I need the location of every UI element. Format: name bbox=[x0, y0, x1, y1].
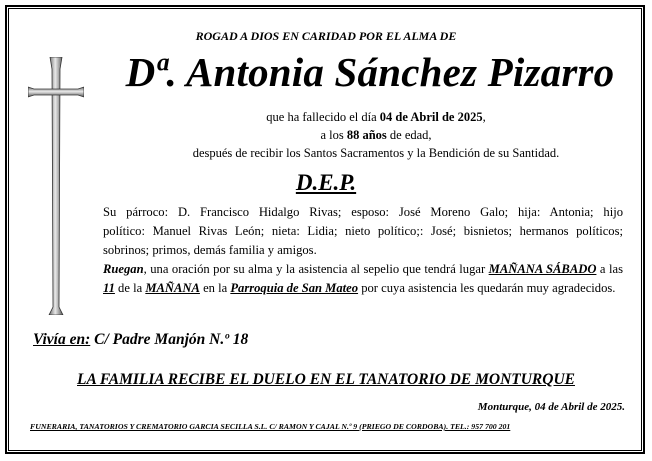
residence-line bbox=[33, 331, 248, 349]
request-text-5: por cuya asistencia les quedarán muy agradecidos. bbox=[358, 281, 616, 295]
family-line-1: Su párroco: D. Francisco Hidalgo Rivas; esposo: José Moreno Galo; hija: Antonia; hijo bbox=[103, 205, 623, 219]
deceased-name: Dª. Antonia Sánchez Pizarro bbox=[125, 49, 615, 95]
ruegan-word: Ruegan bbox=[103, 262, 144, 276]
age-line bbox=[100, 128, 652, 143]
age-years: 88 años bbox=[346, 128, 387, 142]
death-suffix: , bbox=[482, 110, 486, 124]
age-suffix: de edad, bbox=[386, 128, 432, 142]
burial-day: MAÑANA SÁBADO bbox=[488, 262, 597, 276]
family-line-3: sobrinos; primos, demás familia y amigos. bbox=[103, 243, 317, 257]
wake-notice: LA FAMILIA RECIBE EL DUELO EN EL TANATORIO DE MONTURQUE bbox=[77, 371, 575, 388]
funeral-home-footer bbox=[30, 422, 510, 431]
request-text-4: en la bbox=[199, 281, 231, 295]
burial-hour: 11 bbox=[103, 281, 115, 295]
request-text-2: a las bbox=[596, 262, 623, 276]
death-prefix: que ha fallecido el día bbox=[266, 110, 380, 124]
funeral-home-text: FUNERARIA, TANATORIOS Y CREMATORIO GARCIA SECILLA S.L. C/ RAMON Y CAJAL N.º 9 (PRIEGO DE CORDOBA). TEL.: 957 700 201 bbox=[30, 422, 511, 431]
death-line bbox=[100, 110, 652, 125]
place-date: Monturque, 04 de Abril de 2025. bbox=[477, 401, 625, 413]
burial-place: Parroquia de San Mateo bbox=[230, 281, 359, 295]
request-paragraph bbox=[103, 260, 623, 298]
header-text: ROGAD A DIOS EN CARIDAD POR EL ALMA DE bbox=[195, 29, 457, 43]
sacraments-line: después de recibir los Santos Sacramentos y la Bendición de su Santidad. bbox=[192, 146, 560, 160]
burial-period: MAÑANA bbox=[145, 281, 200, 295]
family-paragraph bbox=[103, 203, 623, 260]
death-date: 04 de Abril de 2025 bbox=[379, 110, 483, 124]
request-text-1: , una oración por su alma y la asistencia al sepelio que tendrá lugar bbox=[143, 262, 489, 276]
age-prefix: a los bbox=[320, 128, 347, 142]
residence-address: C/ Padre Manjón N.º 18 bbox=[90, 331, 249, 348]
family-line-2: político: Manuel Rivas León; nieta: Lidia; nieto político;: José; bisnietos; hermanos políticos; bbox=[103, 224, 623, 238]
request-text-3: de la bbox=[114, 281, 146, 295]
residence-label: Vivía en: bbox=[33, 331, 91, 348]
dep-title: D.E.P. bbox=[295, 170, 357, 195]
